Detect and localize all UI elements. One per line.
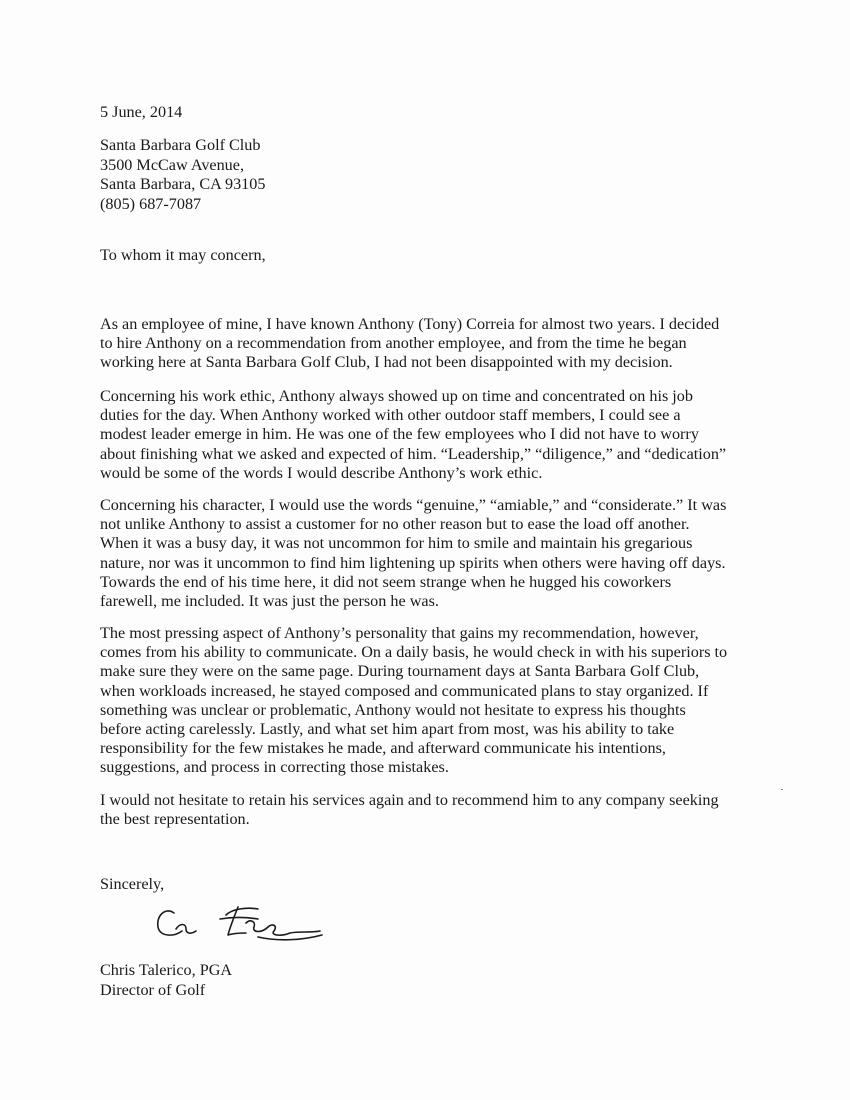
paragraph-line: responsibility for the few mistakes he made, and afterward communicate his intentions, bbox=[100, 739, 666, 758]
paragraph-line: to hire Anthony on a recommendation from another employee, and from the time he began bbox=[100, 334, 687, 353]
handwritten-signature bbox=[150, 893, 330, 949]
body-paragraph-intro bbox=[100, 315, 760, 373]
paragraph-line: comes from his ability to communicate. On a daily basis, he would check in with his superiors to bbox=[100, 643, 728, 662]
closing: Sincerely, bbox=[100, 875, 165, 893]
paragraph-line: something was unclear or problematic, Anthony would not hesitate to express his thoughts bbox=[100, 700, 686, 719]
address-line-street: 3500 McCaw Avenue, bbox=[100, 155, 245, 174]
signer-title: Director of Golf bbox=[100, 981, 206, 999]
paragraph-line: Towards the end of his time here, it did not seem strange when he hugged his coworkers bbox=[100, 572, 672, 591]
paragraph-line: working here at Santa Barbara Golf Club, I had not been disappointed with my decision. bbox=[100, 353, 673, 372]
body-paragraph-character bbox=[100, 496, 760, 611]
signer-block bbox=[100, 960, 232, 1000]
paragraph-line: farewell, me included. It was just the person he was. bbox=[100, 591, 439, 610]
salutation: To whom it may concern, bbox=[100, 246, 266, 264]
paragraph-line: As an employee of mine, I have known Anthony (Tony) Correia for almost two years. I decided bbox=[100, 315, 720, 333]
paragraph-line: the best representation. bbox=[100, 810, 250, 829]
paragraph-line: nature, nor was it uncommon to find him lightening up spirits when others were having off days. bbox=[100, 553, 726, 572]
paragraph-line: before acting carelessly. Lastly, and what set him apart from most, was his ability to take bbox=[100, 719, 675, 738]
sender-address bbox=[100, 136, 265, 214]
letter-date: 5 June, 2014 bbox=[100, 103, 183, 121]
paragraph-line: The most pressing aspect of Anthony’s personality that gains my recommendation, however, bbox=[100, 624, 699, 642]
address-line-name: Santa Barbara Golf Club bbox=[100, 136, 261, 154]
paragraph-line: Concerning his character, I would use the words “genuine,” “amiable,” and “considerate.” It was bbox=[100, 496, 727, 514]
body-paragraph-recommendation bbox=[100, 791, 760, 829]
address-line-phone: (805) 687-7087 bbox=[100, 194, 202, 213]
paragraph-line: about finishing what we asked and expected of him. “Leadership,” “diligence,” and “dedication” bbox=[100, 444, 727, 463]
paragraph-line: duties for the day. When Anthony worked with other outdoor staff members, I could see a bbox=[100, 406, 681, 425]
body-paragraph-work-ethic bbox=[100, 387, 760, 483]
paragraph-line: make sure they were on the same page. During tournament days at Santa Barbara Golf Club, bbox=[100, 662, 700, 681]
paragraph-line: would be some of the words I would describe Anthony’s work ethic. bbox=[100, 463, 543, 482]
paragraph-line: not unlike Anthony to assist a customer for no other reason but to ease the load off another. bbox=[100, 515, 690, 534]
paragraph-line: Concerning his work ethic, Anthony always showed up on time and concentrated on his job bbox=[100, 387, 693, 405]
scan-speck bbox=[781, 789, 783, 790]
body-paragraph-communication bbox=[100, 624, 760, 778]
paragraph-line: When it was a busy day, it was not uncommon for him to smile and maintain his gregarious bbox=[100, 534, 693, 553]
signer-name: Chris Talerico, PGA bbox=[100, 961, 233, 979]
address-line-city: Santa Barbara, CA 93105 bbox=[100, 175, 266, 193]
paragraph-line: suggestions, and process in correcting those mistakes. bbox=[100, 758, 449, 777]
paragraph-line: I would not hesitate to retain his services again and to recommend him to any company seeking bbox=[100, 791, 719, 809]
paragraph-line: when workloads increased, he stayed composed and communicated plans to stay organized. If bbox=[100, 681, 709, 700]
paragraph-line: modest leader emerge in him. He was one of the few employees who I did not have to worry bbox=[100, 425, 699, 444]
